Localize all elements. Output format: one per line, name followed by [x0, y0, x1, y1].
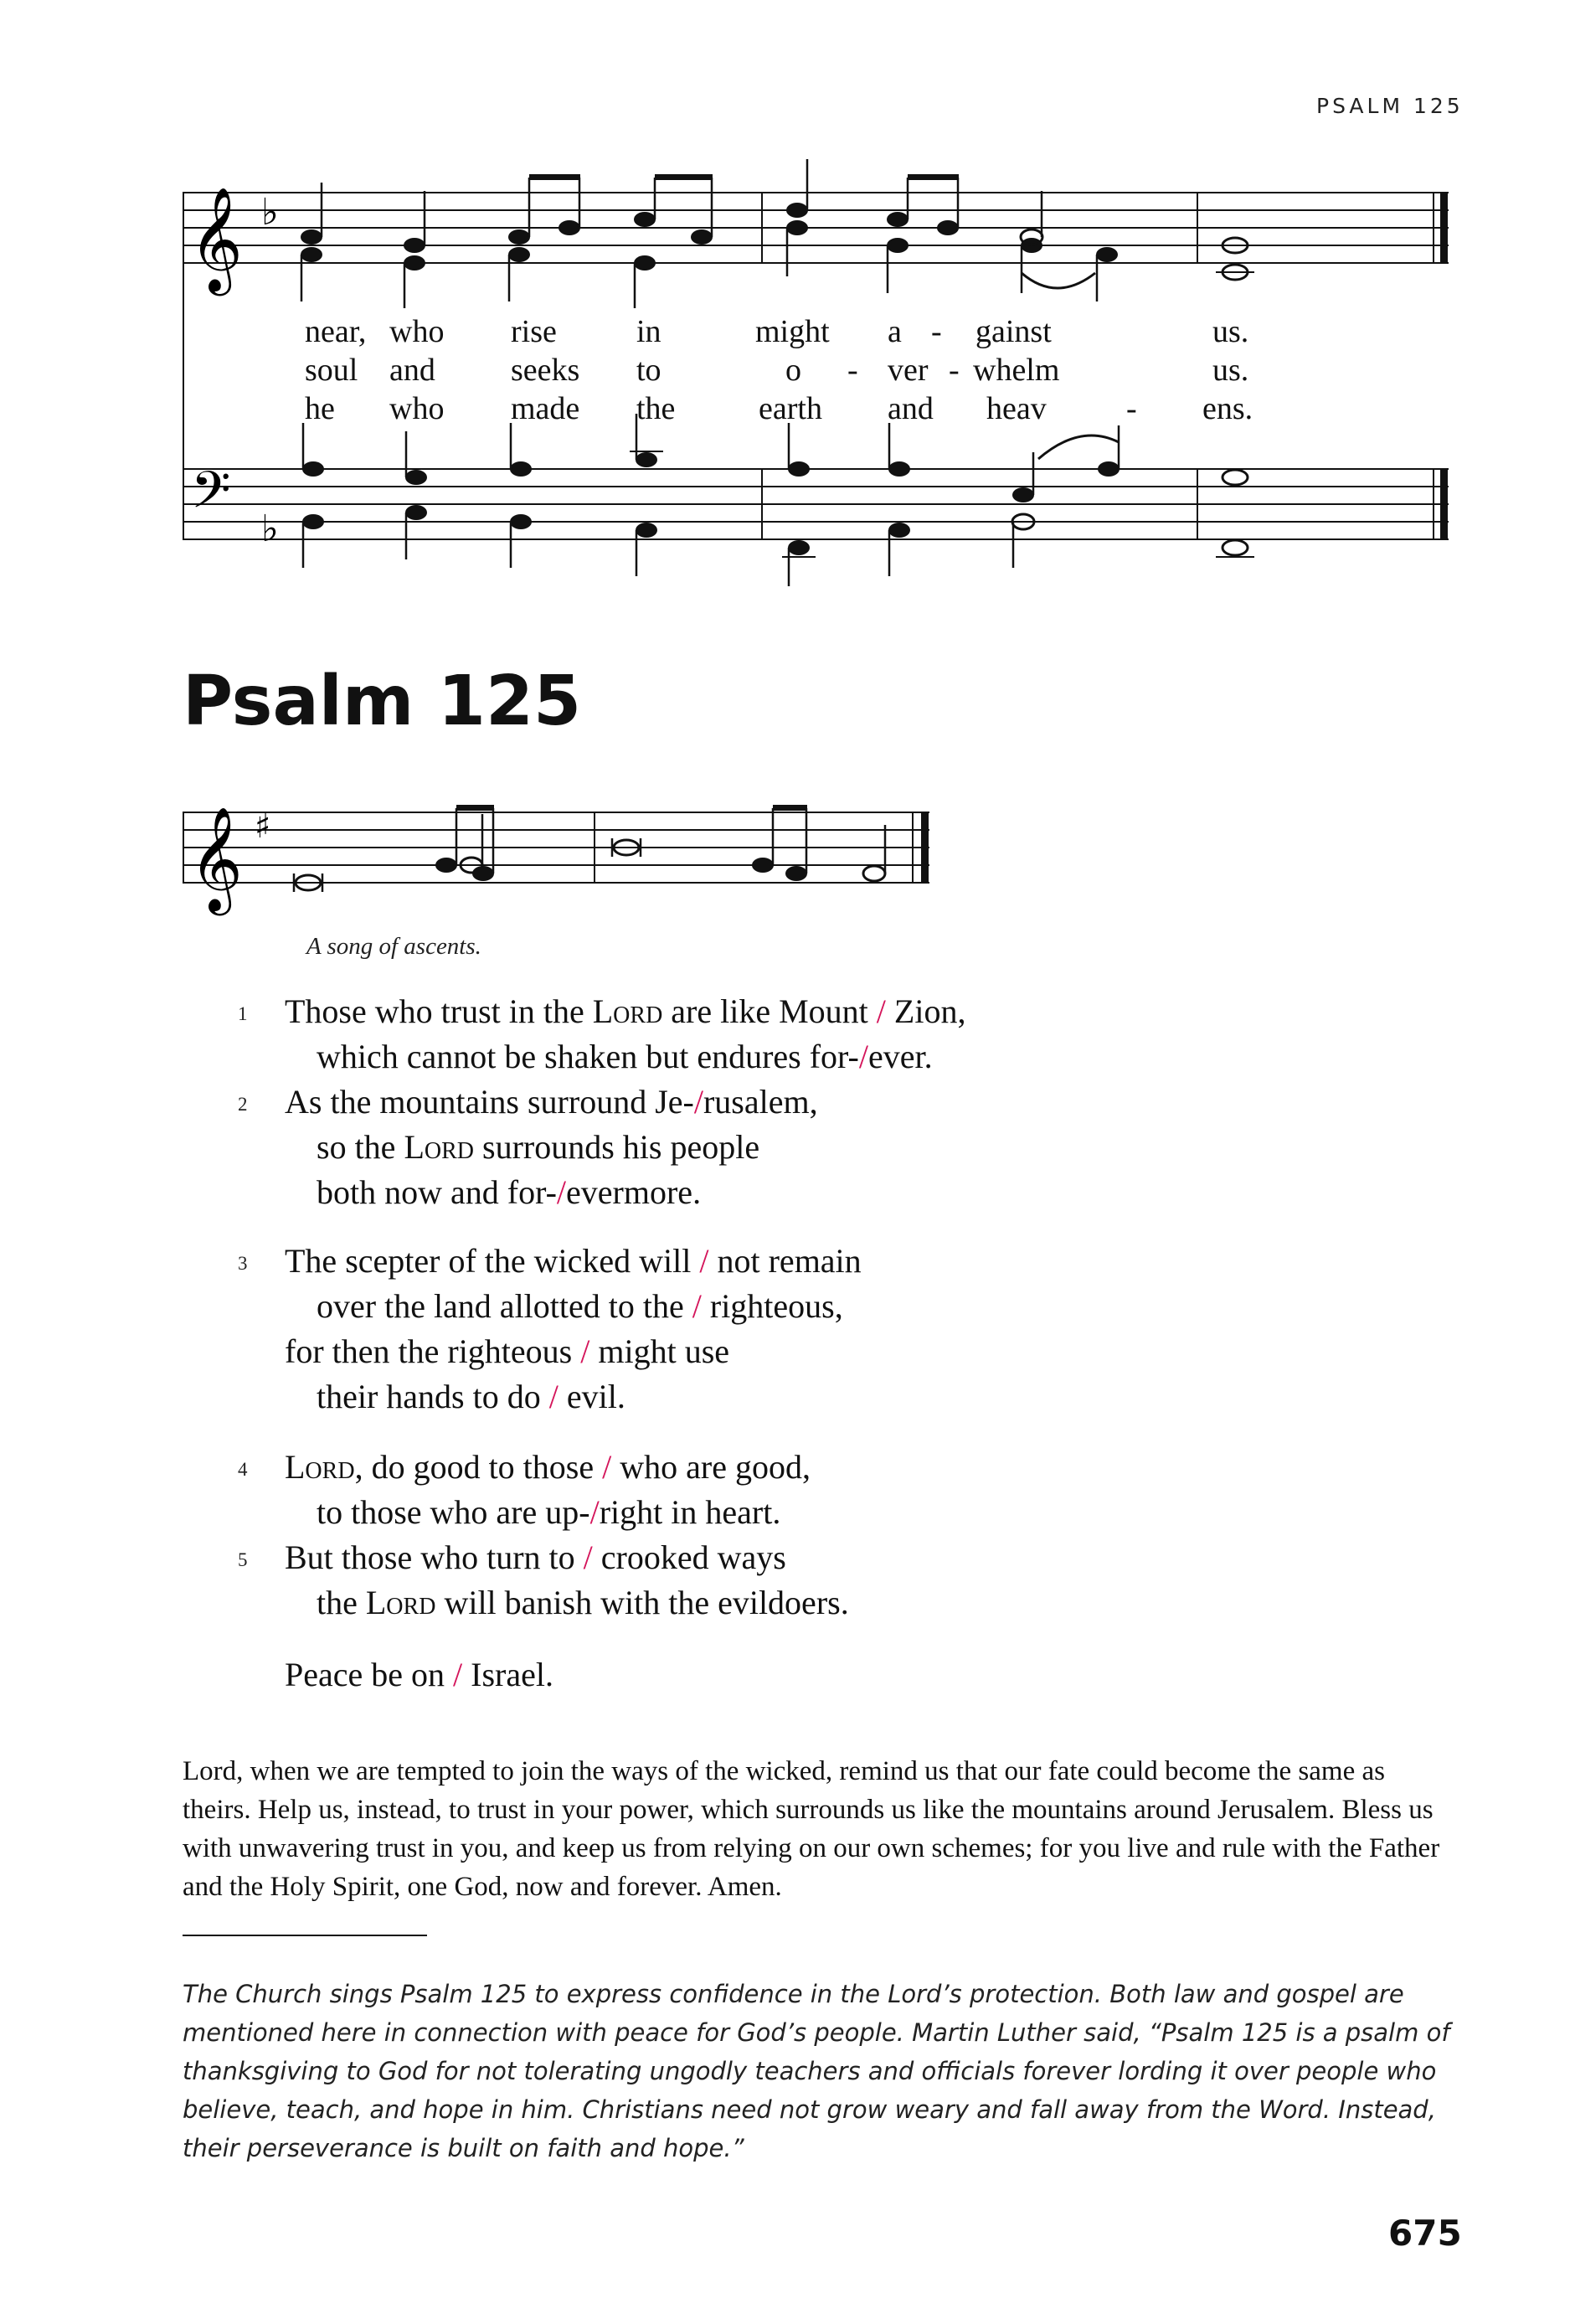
pointing-slash: / [699, 1242, 709, 1280]
verse-number: 5 [238, 1549, 248, 1570]
pointing-slash: / [876, 992, 886, 1030]
tone-final-barline [921, 812, 929, 884]
text: to those who are up- [317, 1493, 590, 1531]
tone-treble-clef: 𝄞 [189, 806, 243, 911]
verse-line [285, 1082, 818, 1121]
treble-notes [301, 203, 1118, 271]
pointing-slash: / [583, 1538, 593, 1576]
verse-line [317, 1037, 933, 1076]
verse-line [317, 1127, 759, 1167]
verse-line [285, 1538, 786, 1577]
text: , do good to those [354, 1448, 603, 1486]
lyric-syllable: seeks [511, 353, 580, 388]
lyric-syllable: us. [1212, 353, 1249, 388]
verse-line [285, 1332, 729, 1371]
final-barline-treble [1440, 192, 1448, 264]
verse-line [317, 1492, 780, 1532]
lyric-syllable: might [755, 314, 830, 349]
verse-line [317, 1377, 625, 1416]
superscription: A song of ascents. [306, 933, 481, 960]
lyric-syllable: he [305, 391, 335, 426]
text: right in heart. [599, 1493, 781, 1531]
text: will banish with the evildoers. [435, 1584, 849, 1621]
text: over the land allotted to the [317, 1287, 692, 1325]
page-number: 675 [1388, 2213, 1462, 2254]
text: their hands to do [317, 1378, 549, 1415]
bass-open-notes [1012, 470, 1248, 555]
text: crooked ways [592, 1538, 786, 1576]
pointing-slash: / [453, 1656, 463, 1693]
running-head: PSALM 125 [1316, 94, 1464, 118]
lord-small-caps: Lord [365, 1584, 436, 1621]
treble-open-notes [1021, 229, 1248, 280]
pointing-slash: / [556, 1173, 567, 1211]
lyric-syllable: and [389, 353, 435, 388]
bass-clef: 𝄢 [191, 461, 231, 533]
treble-slur [1022, 273, 1095, 288]
verse-line [317, 1286, 843, 1326]
lyric-syllable: the [636, 391, 676, 426]
lyric-syllable: us. [1212, 314, 1249, 349]
text: so the [317, 1128, 404, 1166]
lyric-syllable: gainst [975, 314, 1052, 349]
pointing-slash: / [602, 1448, 612, 1486]
text: Peace be on [285, 1656, 454, 1693]
tone-filled-notes [435, 858, 807, 881]
verse-line [285, 1241, 862, 1281]
lyric-syllable: o [785, 353, 801, 388]
text: evil. [558, 1378, 625, 1415]
verse-number: 2 [238, 1094, 248, 1115]
text: But those who turn to [285, 1538, 584, 1576]
verse-line [285, 992, 965, 1031]
lyric-syllable: who [389, 391, 445, 426]
pointing-slash: / [548, 1378, 559, 1415]
treble-staff [183, 193, 1449, 263]
treble-beams [529, 174, 959, 180]
pointing-slash: / [589, 1493, 600, 1531]
treble-clef: 𝄞 [189, 187, 243, 291]
text: As the mountains surround Je- [285, 1083, 694, 1121]
final-barline-bass [1440, 468, 1448, 540]
commentary-note: The Church sings Psalm 125 to express confidence in the Lord’s protection. Both law and gospel are mentioned here in connection with peace for God’s people. Martin Luther said, “Psalm 125 is a psalm of thanksgiving to God for not tolerating ungodly teachers and officials forever lording it over people who believe, teach, and hope in him. Christians need not grow weary and fall away from the Word. Instead, their perseverance is built on faith and hope.” [183, 1980, 1450, 2162]
pointing-slash: / [692, 1287, 702, 1325]
lyric-syllable: - [931, 314, 942, 349]
text: the [317, 1584, 366, 1621]
text: are like Mount [662, 992, 877, 1030]
verse-number: 1 [238, 1003, 248, 1024]
tone-staff [183, 812, 929, 883]
lyric-syllable: heav [986, 391, 1047, 426]
text: who are good, [611, 1448, 811, 1486]
psalm-prayer: Lord, when we are tempted to join the ways of the wicked, remind us that our fate could become the same as theirs. Help us, instead, to trust in your power, which surrounds us like the mountains around Jerusalem. Bless us with unwavering trust in you, and keep us from relying on our own schemes; for you live and rule with the Father and the Holy Spirit, one God, now and forever. Amen. [183, 1756, 1440, 1902]
verse-line [317, 1172, 701, 1212]
verse-number: 4 [238, 1459, 248, 1480]
lyric-syllable: ver [888, 353, 929, 388]
text: Israel. [462, 1656, 553, 1693]
text: Those who trust in the [285, 992, 593, 1030]
lyric-syllable: a [888, 314, 902, 349]
lyric-syllable: near, [305, 314, 367, 349]
lyric-syllable: who [389, 314, 445, 349]
lyric-syllable: - [949, 353, 960, 388]
text: surrounds his people [474, 1128, 760, 1166]
ledger-lines [630, 272, 1254, 557]
tone-beams [456, 805, 807, 811]
hymn-score [0, 0, 1570, 921]
lord-small-caps: Lord [592, 992, 663, 1030]
text: both now and for- [317, 1173, 557, 1211]
text: which cannot be shaken but endures for- [317, 1038, 859, 1075]
lyric-syllable: soul [305, 353, 358, 388]
text: The scepter of the wicked will [285, 1242, 700, 1280]
text: Zion, [885, 992, 966, 1030]
lyric-syllable: - [1126, 391, 1137, 426]
lyric-syllable: made [511, 391, 580, 426]
bass-stems [303, 414, 1119, 586]
lord-small-caps: Lord [285, 1448, 355, 1486]
divider [183, 1935, 427, 1936]
lyric-syllable: whelm [973, 353, 1060, 388]
tone-sharp: ♯ [255, 807, 271, 846]
text: rusalem, [703, 1083, 818, 1121]
flat-treble: ♭ [261, 191, 279, 234]
lord-small-caps: Lord [404, 1128, 474, 1166]
lyric-syllable: ens. [1202, 391, 1253, 426]
lyric-syllable: to [636, 353, 661, 388]
lyric-syllable: in [636, 314, 661, 349]
lyric-syllable: earth [759, 391, 822, 426]
flat-bass: ♭ [261, 508, 279, 550]
closing-line [285, 1655, 553, 1694]
pointing-slash: / [580, 1332, 590, 1370]
page-title: Psalm 125 [183, 662, 582, 741]
bass-staff [183, 469, 1449, 539]
verse-line [285, 1447, 811, 1487]
lyric-syllable: and [888, 391, 934, 426]
pointing-slash: / [693, 1083, 703, 1121]
text: for then the righteous [285, 1332, 581, 1370]
text: ever. [868, 1038, 933, 1075]
verse-line [317, 1583, 849, 1622]
text: not remain [708, 1242, 862, 1280]
verse-number: 3 [238, 1253, 248, 1274]
lyric-syllable: rise [511, 314, 557, 349]
pointing-slash: / [858, 1038, 868, 1075]
bass-slur [1038, 435, 1119, 459]
lyric-syllable: - [847, 353, 858, 388]
text: evermore. [566, 1173, 702, 1211]
text: righteous, [701, 1287, 843, 1325]
text: might use [589, 1332, 730, 1370]
